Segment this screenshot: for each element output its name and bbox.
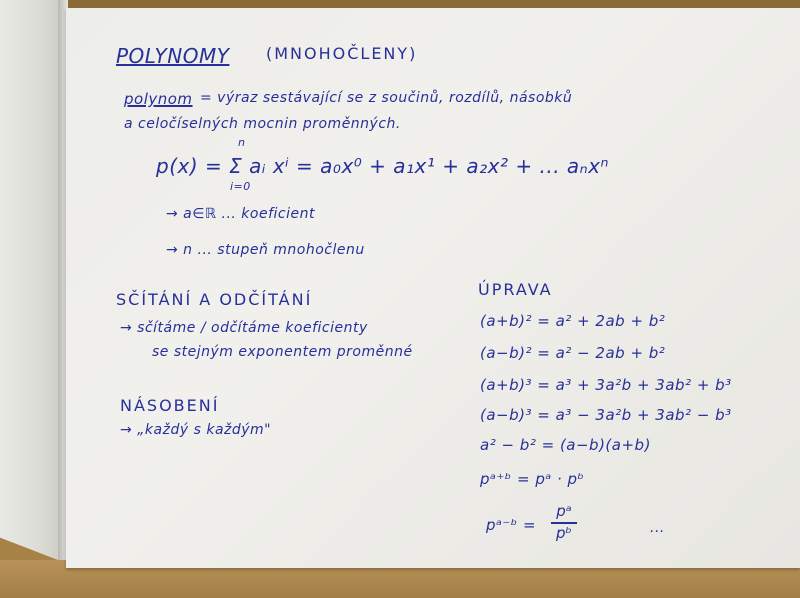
identity-square-sum: (a+b)² = a² + 2ab + b² bbox=[480, 312, 666, 330]
identity-diff-squares: a² − b² = (a−b)(a+b) bbox=[480, 436, 651, 454]
definition-text: = výraz sestávající se z součinů, rozdílů, násobků bbox=[200, 90, 573, 106]
identity-power-sum: pᵃ⁺ᵇ = pᵃ · pᵇ bbox=[480, 470, 585, 488]
identity-cube-sum: (a+b)³ = a³ + 3a²b + 3ab² + b³ bbox=[480, 376, 732, 394]
definition-text-2: a celočíselných mocnin proměnných. bbox=[124, 116, 401, 132]
ellipsis: ... bbox=[650, 520, 665, 536]
uprava-heading: ÚPRAVA bbox=[478, 280, 553, 299]
sum-upper-limit: n bbox=[238, 136, 246, 149]
identity-square-diff: (a−b)² = a² − 2ab + b² bbox=[480, 344, 666, 362]
polynomial-formula: p(x) = Σ aᵢ xⁱ = a₀x⁰ + a₁x¹ + a₂x² + ... aₙxⁿ bbox=[156, 154, 609, 178]
power-diff-lhs: pᵃ⁻ᵇ = bbox=[486, 516, 537, 534]
title-alt: (MNOHOČLENY) bbox=[266, 44, 418, 63]
multiplication-heading: NÁSOBENÍ bbox=[120, 396, 220, 415]
definition-term: polynom bbox=[124, 90, 193, 108]
power-diff-numerator: pᵃ bbox=[556, 502, 572, 520]
identity-cube-diff: (a−b)³ = a³ − 3a²b + 3ab² − b³ bbox=[480, 406, 732, 424]
left-page bbox=[0, 0, 58, 560]
addition-rule-1: → sčítáme / odčítáme koeficienty bbox=[120, 320, 368, 336]
notebook-page bbox=[66, 8, 800, 568]
title: POLYNOMY bbox=[116, 44, 230, 68]
multiplication-rule: → „každý s každým" bbox=[120, 422, 272, 438]
degree-note: → n ... stupeň mnohočlenu bbox=[166, 242, 365, 258]
power-diff-denominator: pᵇ bbox=[556, 524, 572, 542]
addition-heading: SČÍTÁNÍ A ODČÍTÁNÍ bbox=[116, 290, 313, 309]
coefficient-note: → a∈ℝ ... koeficient bbox=[166, 206, 315, 222]
addition-rule-2: se stejným exponentem proměnné bbox=[152, 344, 413, 360]
sum-lower-limit: i=0 bbox=[230, 180, 251, 193]
